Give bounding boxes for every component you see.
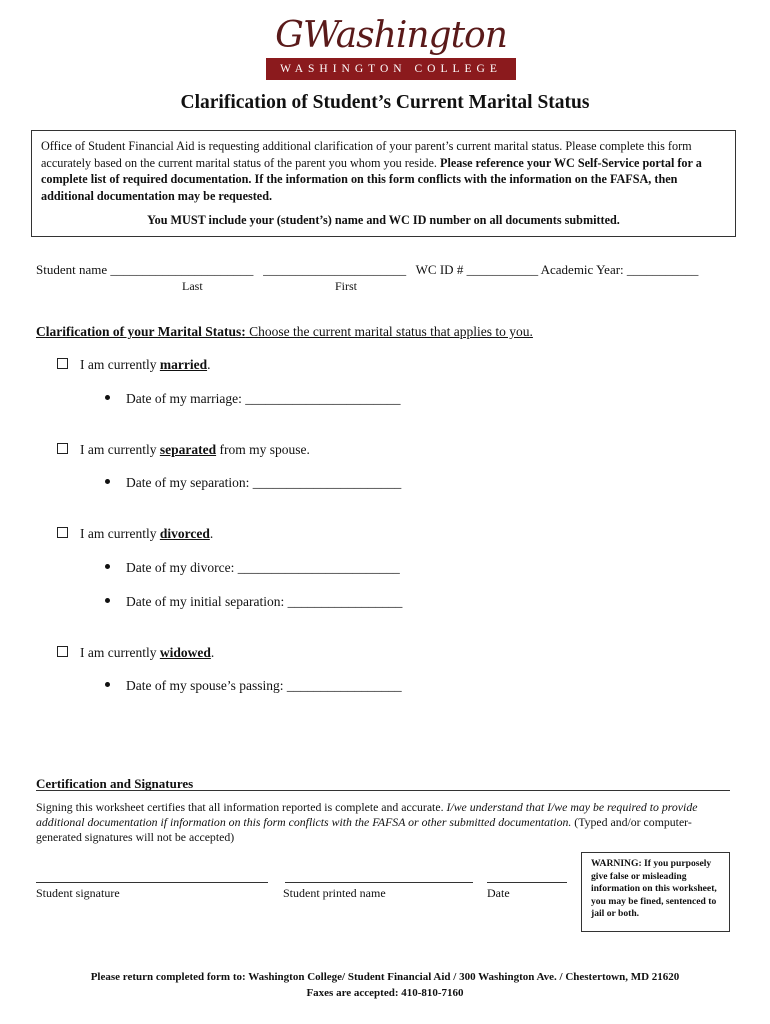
- checkbox-divorced[interactable]: [57, 527, 68, 538]
- option-divorced[interactable]: I am currently divorced.: [57, 526, 213, 542]
- first-name-field[interactable]: ______________________: [263, 262, 407, 277]
- checkbox-widowed[interactable]: [57, 646, 68, 657]
- bullet: [105, 479, 110, 484]
- intro-bold-text: Please reference your WC Self-Service portal for a complete list of required documentation. If the information on this form conflicts with the information on the FAFSA, then additional documentation may be requested.: [41, 155, 702, 203]
- marital-status-heading-bold: Clarification of your Marital Status:: [36, 324, 246, 339]
- option-married[interactable]: I am currently married.: [57, 357, 210, 373]
- certification-text: Signing this worksheet certifies that all information reported is complete and accurate. I/we understand that I/we may be required to provide additional documentation if information on this form conflicts with the FAFSA or other submitted documentation. (Typed and/or computer-generated signatures will not be accepted): [36, 800, 698, 844]
- marital-status-heading: [36, 324, 533, 340]
- option-separated[interactable]: I am currently separated from my spouse.: [57, 442, 310, 458]
- bullet: [105, 682, 110, 687]
- date-divorce-field[interactable]: Date of my divorce: ________________________: [105, 560, 400, 576]
- date-marriage-field[interactable]: Date of my marriage: _______________________: [105, 391, 400, 407]
- date-label: Date: [487, 886, 510, 900]
- intro-text: Office of Student Financial Aid is requesting additional clarification of your parent’s current marital status. Please complete this form accurately based on the current marital status of the parent you whom you reside.: [41, 139, 692, 170]
- checkbox-married[interactable]: [57, 358, 68, 369]
- wc-id-field[interactable]: WC ID # ___________: [415, 262, 539, 277]
- bullet: [105, 564, 110, 569]
- bullet: [105, 598, 110, 603]
- logo-signature: GWashington: [275, 15, 507, 56]
- first-label: First: [335, 279, 358, 293]
- bullet: [105, 395, 110, 400]
- student-name-row: [36, 262, 698, 278]
- page-title: Clarification of Student’s Current Marital Status: [180, 92, 590, 113]
- last-name-field[interactable]: ______________________: [110, 262, 254, 277]
- warning-box: WARNING: If you purposely give false or misleading information on this worksheet, you may be fined, sentenced to jail or both.: [581, 852, 730, 932]
- date-spouse-passing-field[interactable]: Date of my spouse’s passing: _________________: [105, 678, 402, 694]
- logo-band: WASHINGTON COLLEGE: [266, 58, 516, 80]
- footer: [0, 969, 770, 1001]
- date-separation-field[interactable]: Date of my separation: ______________________: [105, 475, 401, 491]
- certification-heading: Certification and Signatures: [36, 776, 194, 791]
- student-printed-name-label: Student printed name: [283, 886, 386, 900]
- academic-year-field[interactable]: Academic Year: ___________: [540, 262, 699, 277]
- student-signature-line[interactable]: [36, 882, 268, 883]
- intro-must-text: You MUST include your (student’s) name and WC ID number on all documents submitted.: [147, 213, 620, 227]
- last-label: Last: [182, 279, 203, 293]
- student-printed-name-line[interactable]: [285, 882, 473, 883]
- intro-box: [31, 130, 736, 237]
- certification-rule: [36, 790, 730, 791]
- footer-fax: Faxes are accepted: 410-810-7160: [306, 987, 464, 999]
- date-initial-separation-field[interactable]: Date of my initial separation: _________________: [105, 594, 402, 610]
- footer-address: Please return completed form to: Washington College/ Student Financial Aid / 300 Washington Ave. / Chestertown, MD 21620: [90, 971, 680, 983]
- student-name-label: Student name: [36, 262, 108, 277]
- student-signature-label: Student signature: [36, 886, 120, 900]
- marital-status-heading-rest: Choose the current marital status that applies to you.: [245, 324, 533, 339]
- college-logo: [266, 14, 516, 80]
- checkbox-separated[interactable]: [57, 443, 68, 454]
- date-line[interactable]: [487, 882, 567, 883]
- option-widowed[interactable]: I am currently widowed.: [57, 645, 214, 661]
